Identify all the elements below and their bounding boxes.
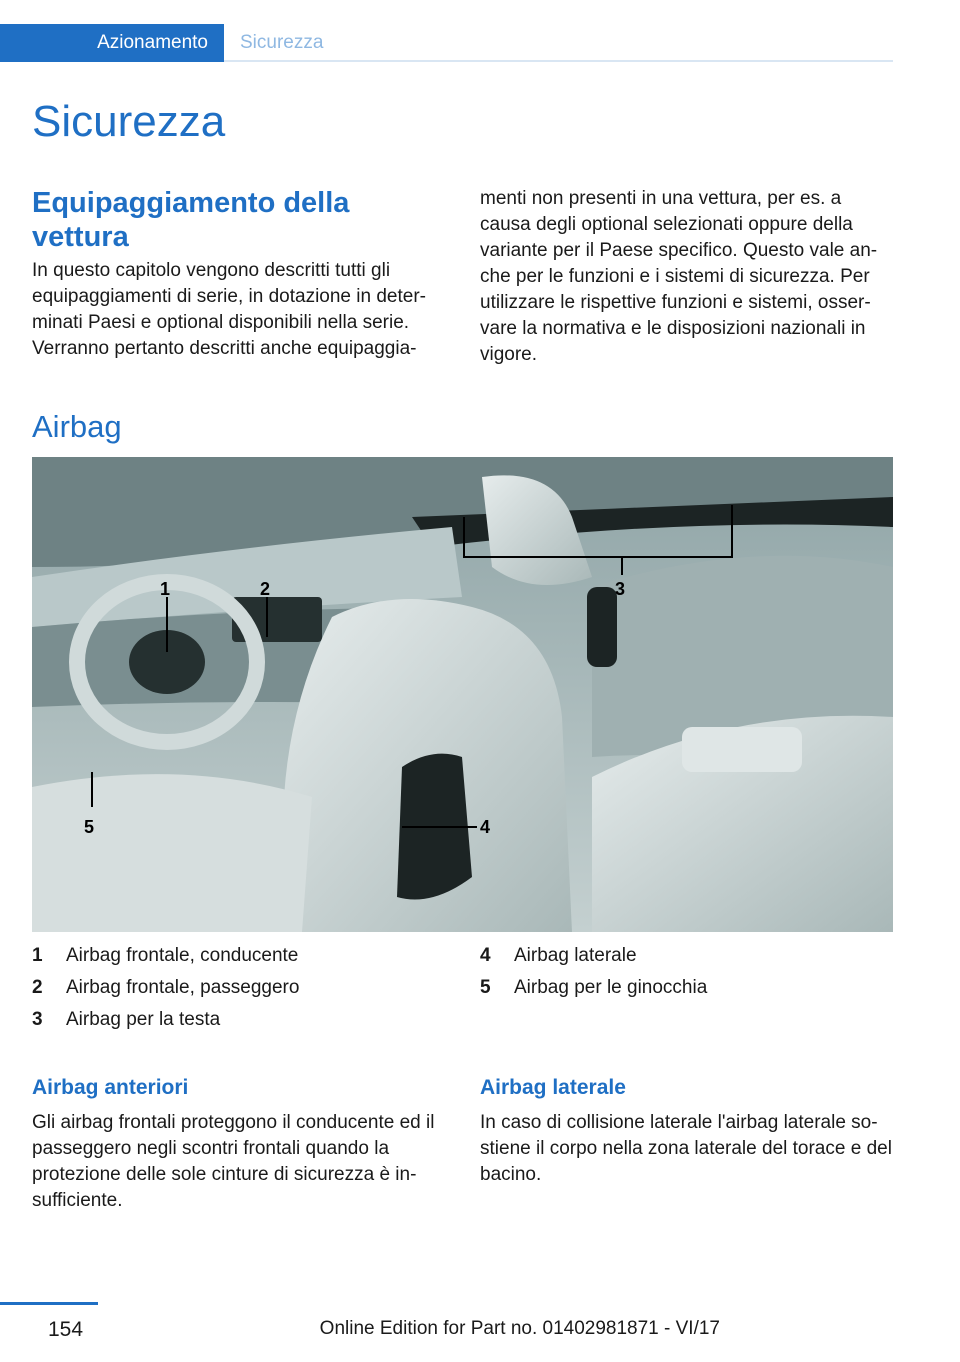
legend-left <box>32 940 452 1036</box>
tab-sicurezza[interactable]: Sicurezza <box>240 32 324 53</box>
legend-text: Airbag frontale, conducente <box>66 945 299 966</box>
legend-num: 5 <box>480 977 491 998</box>
footer-rule <box>0 1302 98 1305</box>
legend-num: 1 <box>32 945 43 966</box>
front-airbag-text: Gli airbag frontali proteggono il conducente ed il passeggero negli scontri frontali quando la protezione delle sole cinture di sicurezza è in- sufficiente. <box>32 1112 435 1211</box>
callout-1: 1 <box>160 579 171 599</box>
tab-azionamento[interactable]: Azionamento <box>0 24 224 62</box>
section-heading-airbag: Airbag <box>32 409 122 444</box>
legend-num: 3 <box>32 1009 43 1030</box>
legend-item <box>480 972 896 1004</box>
legend-item <box>32 1004 452 1036</box>
legend-text: Airbag per le ginocchia <box>514 977 708 998</box>
legend-item <box>32 940 452 972</box>
callout-2: 2 <box>260 579 271 599</box>
callout-3: 3 <box>615 579 626 599</box>
subheading-airbag-anteriori: Airbag anteriori <box>32 1076 189 1099</box>
callout-4: 4 <box>480 817 491 837</box>
page-number: 154 <box>48 1318 84 1341</box>
legend-text: Airbag frontale, passeggero <box>66 977 300 998</box>
legend-num: 4 <box>480 945 491 966</box>
subheading-airbag-laterale: Airbag laterale <box>480 1076 626 1099</box>
airbag-figure <box>32 457 893 932</box>
intro-col2: menti non presenti in una vettura, per es. a causa degli optional selezionati oppure della variante per il Paese specifico. Questo vale an- che per le funzioni e i sistemi di sicurezza. Per utilizzare le rispettive funzioni e sistemi, osser- vare la normativa e le disposizioni nazionali in vigore. <box>480 188 878 365</box>
legend-text: Airbag per la testa <box>66 1009 221 1030</box>
side-airbag-text: In caso di collisione laterale l'airbag laterale so- stiene il corpo nella zona laterale del torace e del bacino. <box>480 1112 892 1185</box>
header <box>0 24 893 62</box>
legend-item <box>32 972 452 1004</box>
legend-text: Airbag laterale <box>514 945 637 966</box>
intro-col1: In questo capitolo vengono descritti tutti gli equipaggiamenti di serie, in dotazione in deter- minati Paesi e optional disponibili nella serie. Verranno pertanto descritti anche equipaggia- <box>32 260 426 359</box>
legend-right <box>480 940 896 1004</box>
page-title: Sicurezza <box>32 97 226 146</box>
section-heading-equipaggiamento: Equipaggiamento della vettura <box>32 187 350 253</box>
car-interior-illustration <box>32 457 893 932</box>
edition-note: Online Edition for Part no. 01402981871 - VI/17 <box>319 1318 720 1339</box>
legend-num: 2 <box>32 977 43 998</box>
legend-item <box>480 940 896 972</box>
callout-5: 5 <box>84 817 95 837</box>
